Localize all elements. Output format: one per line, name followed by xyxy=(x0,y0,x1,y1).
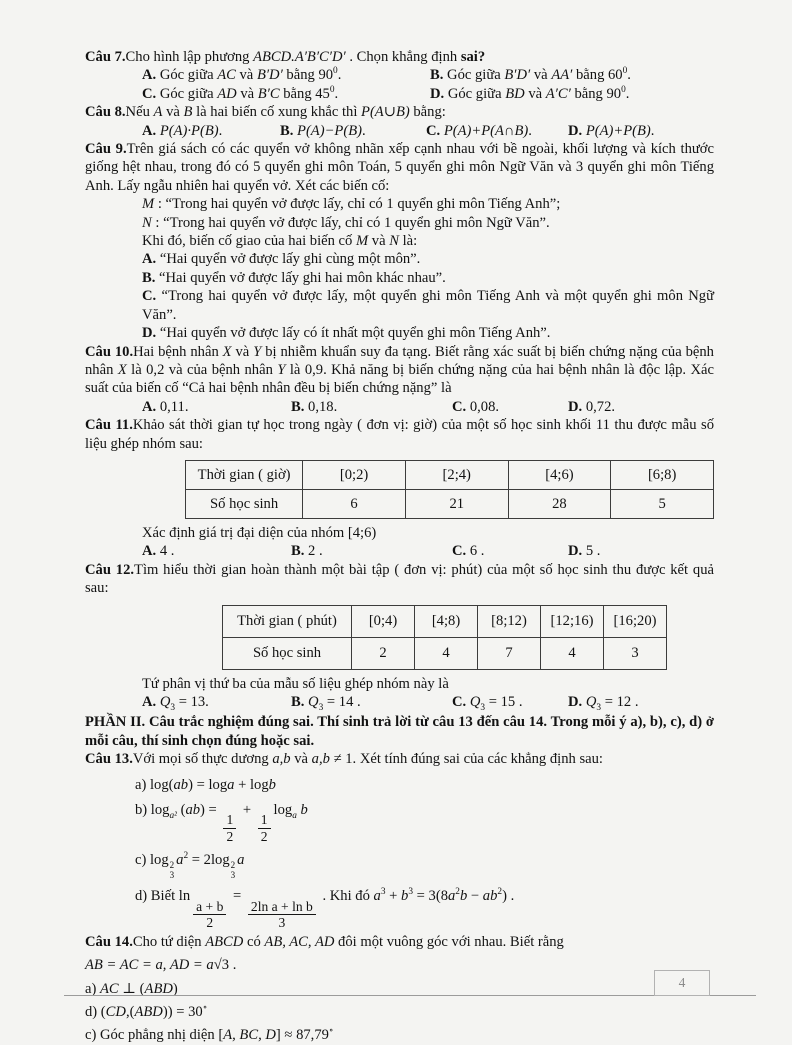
table-cell: Số học sinh xyxy=(186,489,303,518)
table-cell: Thời gian ( giờ) xyxy=(186,460,303,489)
question-13-item-d: d) Biết ln $\frac{a + b}{2}$ = $\frac{\text{2ln a + ln b}}{3}$ . Khi đó $a^3 + b^3 = 3(8a^2b - ab^2)$ . xyxy=(135,887,515,931)
question-9-event-n: N : “Trong hai quyển vở được lấy, chỉ có 1 quyển ghi môn Ngữ Văn”. xyxy=(142,214,550,231)
option-9-d: D. “Hai quyển vở được lấy có ít nhất một quyển ghi môn Tiếng Anh”. xyxy=(142,325,551,342)
option-7-d: D. Góc giữa BD và A′C′ bằng $90^0$. xyxy=(430,84,630,102)
option-12-b: B. $Q_3 = 14$ . xyxy=(291,693,361,713)
option-10-a: A. 0,11. xyxy=(142,398,189,415)
table-cell: [2;4) xyxy=(405,460,508,489)
table-cell: [0;2) xyxy=(303,460,406,489)
table-row xyxy=(223,605,667,637)
option-11-a: A. 4 . xyxy=(142,543,175,560)
option-11-b: B. 2 . xyxy=(291,543,323,560)
table-cell: [6;8) xyxy=(611,460,714,489)
question-8-options xyxy=(142,122,714,140)
q12-frequency-table xyxy=(222,605,667,670)
option-9-a: A. “Hai quyển vở được lấy ghi cùng một môn”. xyxy=(142,251,421,268)
question-9-intro: Câu 9.Trên giá sách có các quyển vở không nhãn xếp cạnh nhau với bề ngoài, khối lượng và kích thước giống hệt nhau, trong đó có 5 quyển ghi môn Toán, 5 quyển ghi môn Ngữ Văn và 3 quyển ghi môn Tiếng Anh. Lấy ngẫu nhiên hai quyển vở. Xét các biến cố: xyxy=(85,141,714,194)
table-cell: [4;6) xyxy=(508,460,611,489)
table-cell: [16;20) xyxy=(604,605,667,637)
question-10-intro: Câu 10.Hai bệnh nhân X và Y bị nhiễm khuẩn suy đa tạng. Biết rằng xác suất bị biến chứng nặng của bệnh nhân X là 0,2 và của bệnh nhân Y là 0,9. Khả năng bị biến chứng nặng của hai bệnh nhân là độc lập. Xác suất của biến cố “Cả hai bệnh nhân đều bị biến chứng nặng” là xyxy=(85,343,714,397)
question-14-item-a: a) AC ⊥ (ABD) xyxy=(85,980,178,997)
question-13-title: Câu 13.Với mọi số thực dương a,b và a,b ≠ 1. Xét tính đúng sai của các khẳng định sau: xyxy=(85,751,603,768)
question-10-options xyxy=(142,398,714,416)
question-11-intro: Câu 11.Khảo sát thời gian tự học trong ngày ( đơn vị: giờ) của một số học sinh khối 11 thu được mẫu số liệu ghép nhóm sau: xyxy=(85,417,714,452)
option-9-b: B. “Hai quyển vở được lấy ghi hai môn khác nhau”. xyxy=(142,269,446,286)
page-number: 4 xyxy=(654,970,710,996)
table-cell: [0;4) xyxy=(352,605,415,637)
option-8-a: A. P(A)·P(B). xyxy=(142,122,223,139)
question-12-intro: Câu 12.Tìm hiểu thời gian hoàn thành một bài tập ( đơn vị: phút) của một số học sinh thu được kết quả sau: xyxy=(85,561,714,597)
question-9-prompt: Khi đó, biến cố giao của hai biến cố M và N là: xyxy=(142,233,418,250)
table-cell: 2 xyxy=(352,637,415,669)
option-10-d: D. 0,72. xyxy=(568,398,616,415)
table-cell: 7 xyxy=(478,637,541,669)
table-cell: [12;16) xyxy=(541,605,604,637)
footer-rule xyxy=(64,995,756,996)
option-8-d: D. P(A)+P(B). xyxy=(568,122,655,139)
table-cell: 4 xyxy=(541,637,604,669)
option-11-d: D. 5 . xyxy=(568,543,601,560)
question-12-options xyxy=(142,693,714,711)
option-7-b: B. Góc giữa B′D′ và AA′ bằng $60^0$. xyxy=(430,66,631,84)
table-cell: 3 xyxy=(604,637,667,669)
option-12-c: C. $Q_3 = 15$ . xyxy=(452,693,523,713)
option-12-d: D. $Q_3 = 12$ . xyxy=(568,693,639,713)
part-2-heading: PHẦN II. Câu trắc nghiệm đúng sai. Thí sinh trả lời từ câu 13 đến câu 14. Trong mỗi ý a), b), c), d) ở mỗi câu, thí sinh chọn đúng hoặc sai. xyxy=(85,714,714,749)
question-14-item-d: d) (CD,(ABD)) = 30∘ xyxy=(85,1003,208,1021)
table-cell: 5 xyxy=(611,489,714,518)
table-cell: [8;12) xyxy=(478,605,541,637)
table-row xyxy=(186,489,714,518)
option-7-a: A. Góc giữa AC và B′D′ bằng $90^0$. xyxy=(142,66,342,84)
option-7-c: C. Góc giữa AD và B′C bằng $45^0$. xyxy=(142,84,339,102)
table-row xyxy=(186,460,714,489)
question-8-title: Câu 8.Nếu A và B là hai biến cố xung khắc thì P(A∪B) bằng: xyxy=(85,104,446,121)
question-11-prompt: Xác định giá trị đại diện của nhóm [4;6) xyxy=(142,524,377,541)
question-9-event-m: M : “Trong hai quyển vở được lấy, chỉ có 1 quyển ghi môn Tiếng Anh”; xyxy=(142,196,561,213)
table-cell: 28 xyxy=(508,489,611,518)
option-9-c: C. “Trong hai quyển vở được lấy, một quyển ghi môn Tiếng Anh và một quyển ghi môn Ngữ Văn”. xyxy=(142,288,714,323)
question-12-prompt: Tứ phân vị thứ ba của mẫu số liệu ghép nhóm này là xyxy=(142,675,449,692)
option-8-c: C. P(A)+P(A∩B). xyxy=(426,122,532,139)
table-cell: 21 xyxy=(405,489,508,518)
question-14-given: AB = AC = a, AD = a√3 . xyxy=(85,957,237,974)
option-11-c: C. 6 . xyxy=(452,543,485,560)
question-13-item-c: c) log 2 3 $a^2 = 2\log$ 2 3 a xyxy=(135,851,245,880)
question-14-title: Câu 14.Cho tứ diện ABCD có AB, AC, AD đôi một vuông góc với nhau. Biết rằng xyxy=(85,933,564,950)
table-cell: Số học sinh xyxy=(223,637,352,669)
table-cell: [4;8) xyxy=(415,605,478,637)
question-13-item-b: b) $\log_{a^2} (ab)$ = $\frac{1}{2}$ + $\frac{1}{2}$ $\log_a b$ xyxy=(135,802,308,844)
table-cell: 4 xyxy=(415,637,478,669)
table-row xyxy=(223,637,667,669)
table-cell: Thời gian ( phút) xyxy=(223,605,352,637)
question-7-options xyxy=(142,66,714,103)
question-14-item-c: c) Góc phẳng nhị diện [A, BC, D] ≈ 87,79∘ xyxy=(85,1026,334,1044)
question-13-item-a: a) log(ab) = loga + logb xyxy=(135,776,276,793)
option-8-b: B. P(A)−P(B). xyxy=(280,122,366,139)
table-cell: 6 xyxy=(303,489,406,518)
question-7-title: Câu 7.Cho hình lập phương ABCD.A′B′C′D′ . Chọn khẳng định sai? xyxy=(85,49,486,65)
option-10-c: C. 0,08. xyxy=(452,398,500,415)
question-11-options xyxy=(142,542,714,560)
option-10-b: B. 0,18. xyxy=(291,398,338,415)
option-12-a: A. $Q_3 = 13$. xyxy=(142,693,209,713)
q11-frequency-table xyxy=(185,460,714,519)
